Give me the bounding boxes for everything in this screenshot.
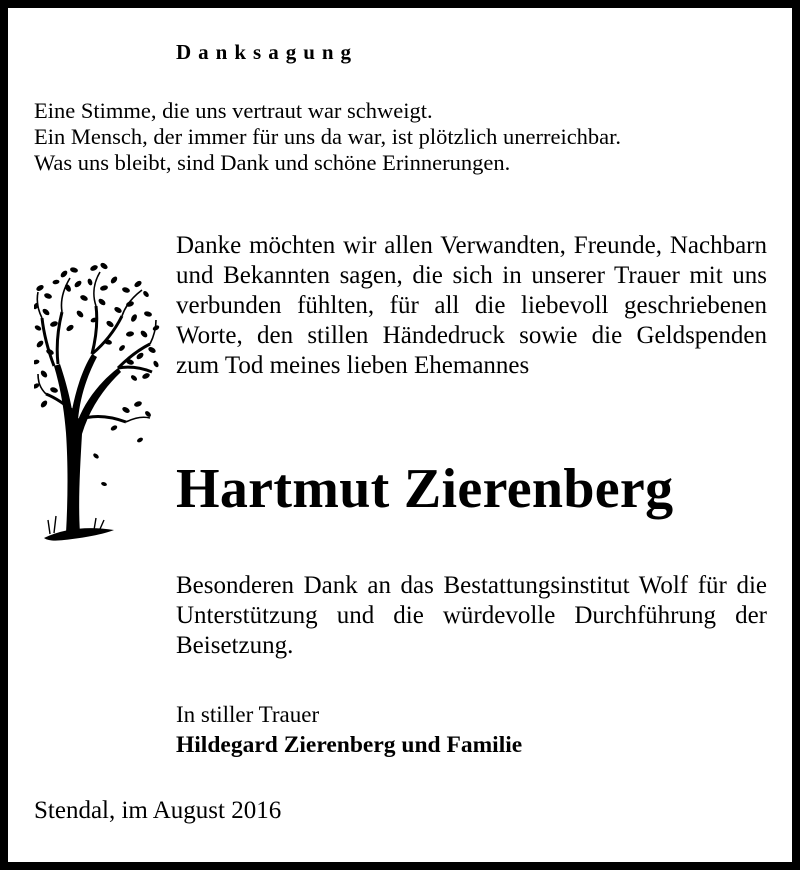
thanks-paragraph: Danke möchten wir allen Verwandten, Freunde, Nachbarn und Bekannten sagen, die sich in unserer Trauer mit uns verbunden fühlten, für all die liebevoll geschriebenen Worte, den stillen Händedruck sowie die Geldspenden zum Tod meines lieben Ehemannes [176,232,767,379]
mourning-line: In stiller Trauer [176,702,320,727]
poem-line: Ein Mensch, der immer für uns da war, ist plötzlich unerreichbar. [34,124,622,149]
mourning-block [176,700,522,760]
poem-line: Eine Stimme, die uns vertraut war schweigt. [34,98,433,123]
notice-heading: Danksagung [176,40,359,64]
signers: Hildegard Zierenberg und Familie [176,732,523,758]
deceased-name: Hartmut Zierenberg [176,458,674,520]
place-date: Stendal, im August 2016 [34,797,282,824]
poem [34,98,621,176]
poem-line: Was uns bleibt, sind Dank und schöne Erinnerungen. [34,150,511,175]
tree-silhouette-icon [34,258,160,548]
special-thanks-paragraph: Besonderen Dank an das Bestattungsinstitut Wolf für die Unterstützung und die würdevolle Durchführung der Beisetzung. [176,572,767,659]
